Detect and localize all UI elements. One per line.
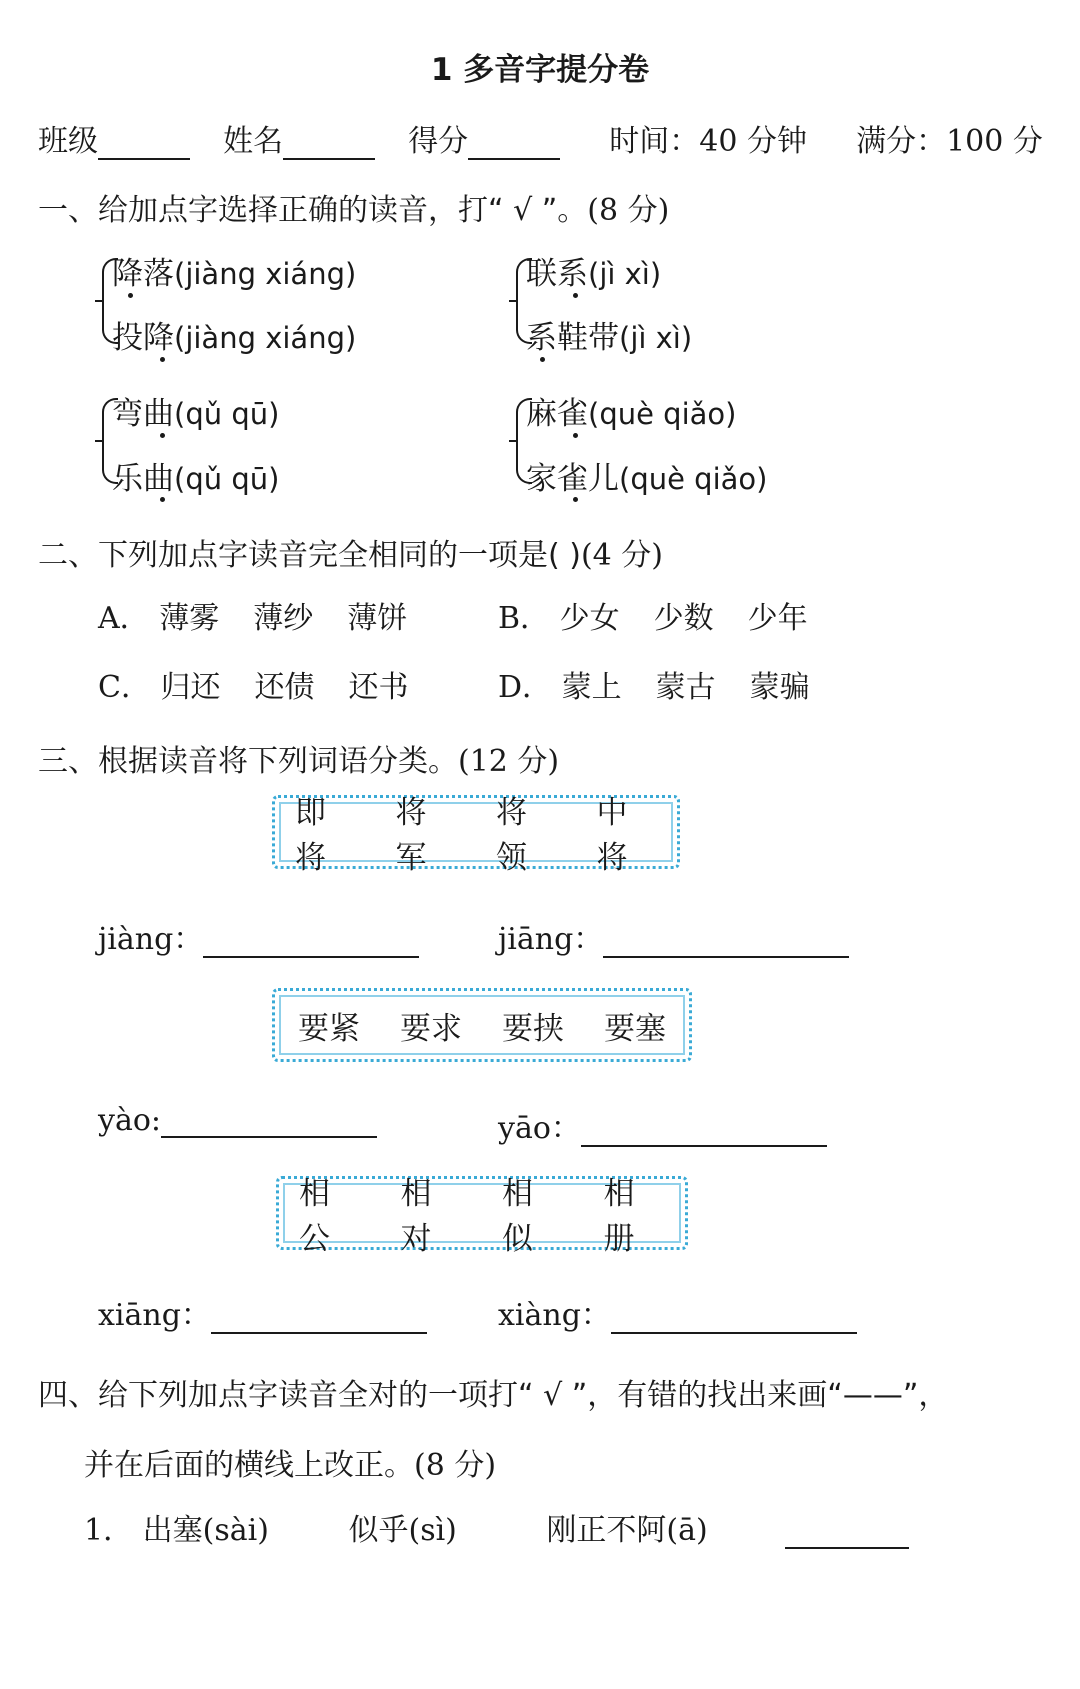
word: 弯曲	[112, 396, 174, 432]
word: 系鞋带	[526, 320, 619, 356]
class-blank[interactable]	[98, 128, 190, 160]
option-word: 还书	[348, 670, 409, 705]
box-word: 即将	[295, 795, 326, 876]
class-label: 班级	[38, 124, 98, 159]
time-info: 时间：40 分钟	[609, 124, 807, 159]
answer-line[interactable]	[581, 1115, 827, 1147]
option-c[interactable]	[98, 662, 443, 706]
box-word: 相对	[400, 1176, 432, 1257]
item-1	[84, 1505, 909, 1549]
option-word: 蒙古	[655, 670, 716, 705]
box-word: 将军	[395, 795, 427, 876]
option-word: 薄饼	[347, 601, 408, 636]
word: 投降	[112, 320, 174, 356]
name-blank[interactable]	[283, 128, 375, 160]
fill-line-xiang1	[98, 1290, 427, 1334]
option-word: 归还	[160, 670, 221, 705]
fill-line-yao4	[98, 1103, 377, 1138]
section-4-points: (8 分)	[414, 1448, 497, 1483]
box-word: 要紧	[298, 1010, 360, 1047]
word: 降落	[112, 256, 174, 292]
pinyin-label: yào:	[98, 1103, 162, 1138]
box-word: 要挟	[502, 1010, 564, 1047]
answer-line[interactable]	[161, 1106, 377, 1138]
word: 麻雀	[526, 396, 588, 432]
option-word: 蒙上	[561, 670, 622, 705]
full-score-info: 满分：100 分	[856, 124, 1043, 159]
pair-2-line-2	[526, 312, 692, 357]
option-label: B．	[498, 601, 551, 636]
box-word: 要求	[400, 1010, 462, 1047]
pair-4-line-2	[526, 453, 767, 498]
correction-line[interactable]	[785, 1517, 909, 1549]
box-word: 相公	[299, 1176, 330, 1257]
option-label: A．	[98, 601, 150, 636]
answer-line[interactable]	[611, 1302, 857, 1334]
section-1-question	[38, 185, 669, 229]
pinyin-label: jiāng：	[498, 922, 604, 957]
word-box-1	[272, 795, 680, 876]
item-word[interactable]: 似乎(sì)	[348, 1513, 457, 1548]
pair-2-line-1	[526, 248, 661, 293]
box-word: 将领	[496, 795, 527, 876]
pinyin-label: xiàng：	[498, 1298, 611, 1333]
section-3-question	[38, 736, 559, 780]
option-word: 少女	[559, 601, 620, 636]
info-row	[38, 116, 1043, 160]
pinyin-choices[interactable]: (jiàng xiáng)	[174, 321, 357, 355]
option-a[interactable]	[98, 593, 441, 637]
page-title: 1 多音字提分卷	[430, 52, 650, 88]
section-4-text: 并在后面的横线上改正。	[84, 1448, 414, 1483]
section-1-points: (8 分)	[587, 193, 670, 228]
pinyin-choices[interactable]: (què qiǎo)	[619, 462, 768, 496]
item-word[interactable]: 出塞(sài)	[142, 1513, 269, 1548]
option-word: 少数	[653, 601, 714, 636]
score-label: 得分	[408, 124, 469, 159]
section-2-question	[38, 530, 663, 574]
answer-line[interactable]	[211, 1302, 427, 1334]
option-word: 还债	[254, 670, 315, 705]
section-2-text: 二、下列加点字读音完全相同的一项是( )	[38, 538, 581, 573]
option-word: 少年	[747, 601, 808, 636]
score-blank[interactable]	[468, 128, 560, 160]
fill-line-xiang4	[498, 1290, 857, 1334]
box-word: 要塞	[604, 1010, 666, 1047]
answer-line[interactable]	[603, 926, 849, 958]
section-3-text: 三、根据读音将下列词语分类。	[38, 744, 458, 779]
word-box-2	[272, 988, 692, 1062]
pinyin-choices[interactable]: (jiàng xiáng)	[174, 257, 357, 291]
section-1-text: 一、给加点字选择正确的读音，打“ √ ”。	[38, 193, 588, 228]
option-label: D．	[498, 670, 553, 705]
pair-4-line-1	[526, 388, 736, 433]
item-number: 1．	[84, 1513, 134, 1548]
option-b[interactable]	[498, 593, 842, 637]
section-3-points: (12 分)	[458, 744, 560, 779]
pair-1-line-2	[112, 312, 356, 357]
word-box-3	[276, 1176, 688, 1257]
pair-3-line-2	[112, 453, 279, 498]
pinyin-label: xiāng：	[98, 1298, 211, 1333]
answer-line[interactable]	[203, 926, 419, 958]
option-word: 蒙骗	[749, 670, 810, 705]
pinyin-choices[interactable]: (qǔ qū)	[174, 462, 280, 496]
word: 联系	[526, 256, 588, 292]
box-word: 相册	[603, 1176, 635, 1257]
option-word: 薄雾	[159, 601, 220, 636]
section-4-question-line-1: 四、给下列加点字读音全对的一项打“ √ ”，有错的找出来画“——”，	[38, 1378, 949, 1413]
pair-1-line-1	[112, 248, 356, 293]
fill-line-yao1	[498, 1103, 827, 1147]
pinyin-label: jiàng：	[98, 922, 204, 957]
option-d[interactable]	[498, 662, 844, 706]
pinyin-choices[interactable]: (jì xì)	[619, 321, 693, 355]
item-word[interactable]: 刚正不阿(ā)	[546, 1513, 708, 1548]
box-word: 相似	[502, 1176, 533, 1257]
pinyin-choices[interactable]: (què qiǎo)	[588, 397, 737, 431]
word: 乐曲	[112, 461, 174, 497]
pinyin-label: yāo：	[498, 1111, 581, 1146]
word: 家雀儿	[526, 461, 619, 497]
fill-line-jiang1	[498, 914, 849, 958]
box-word: 中将	[596, 795, 628, 876]
section-4-question-line-2	[84, 1440, 496, 1484]
pinyin-choices[interactable]: (qǔ qū)	[174, 397, 280, 431]
name-label: 姓名	[223, 124, 284, 159]
pair-3-line-1	[112, 388, 279, 433]
section-2-points: (4 分)	[580, 538, 663, 573]
fill-line-jiang4	[98, 914, 419, 958]
option-word: 薄纱	[253, 601, 314, 636]
pinyin-choices[interactable]: (jì xì)	[588, 257, 662, 291]
option-label: C．	[98, 670, 151, 705]
